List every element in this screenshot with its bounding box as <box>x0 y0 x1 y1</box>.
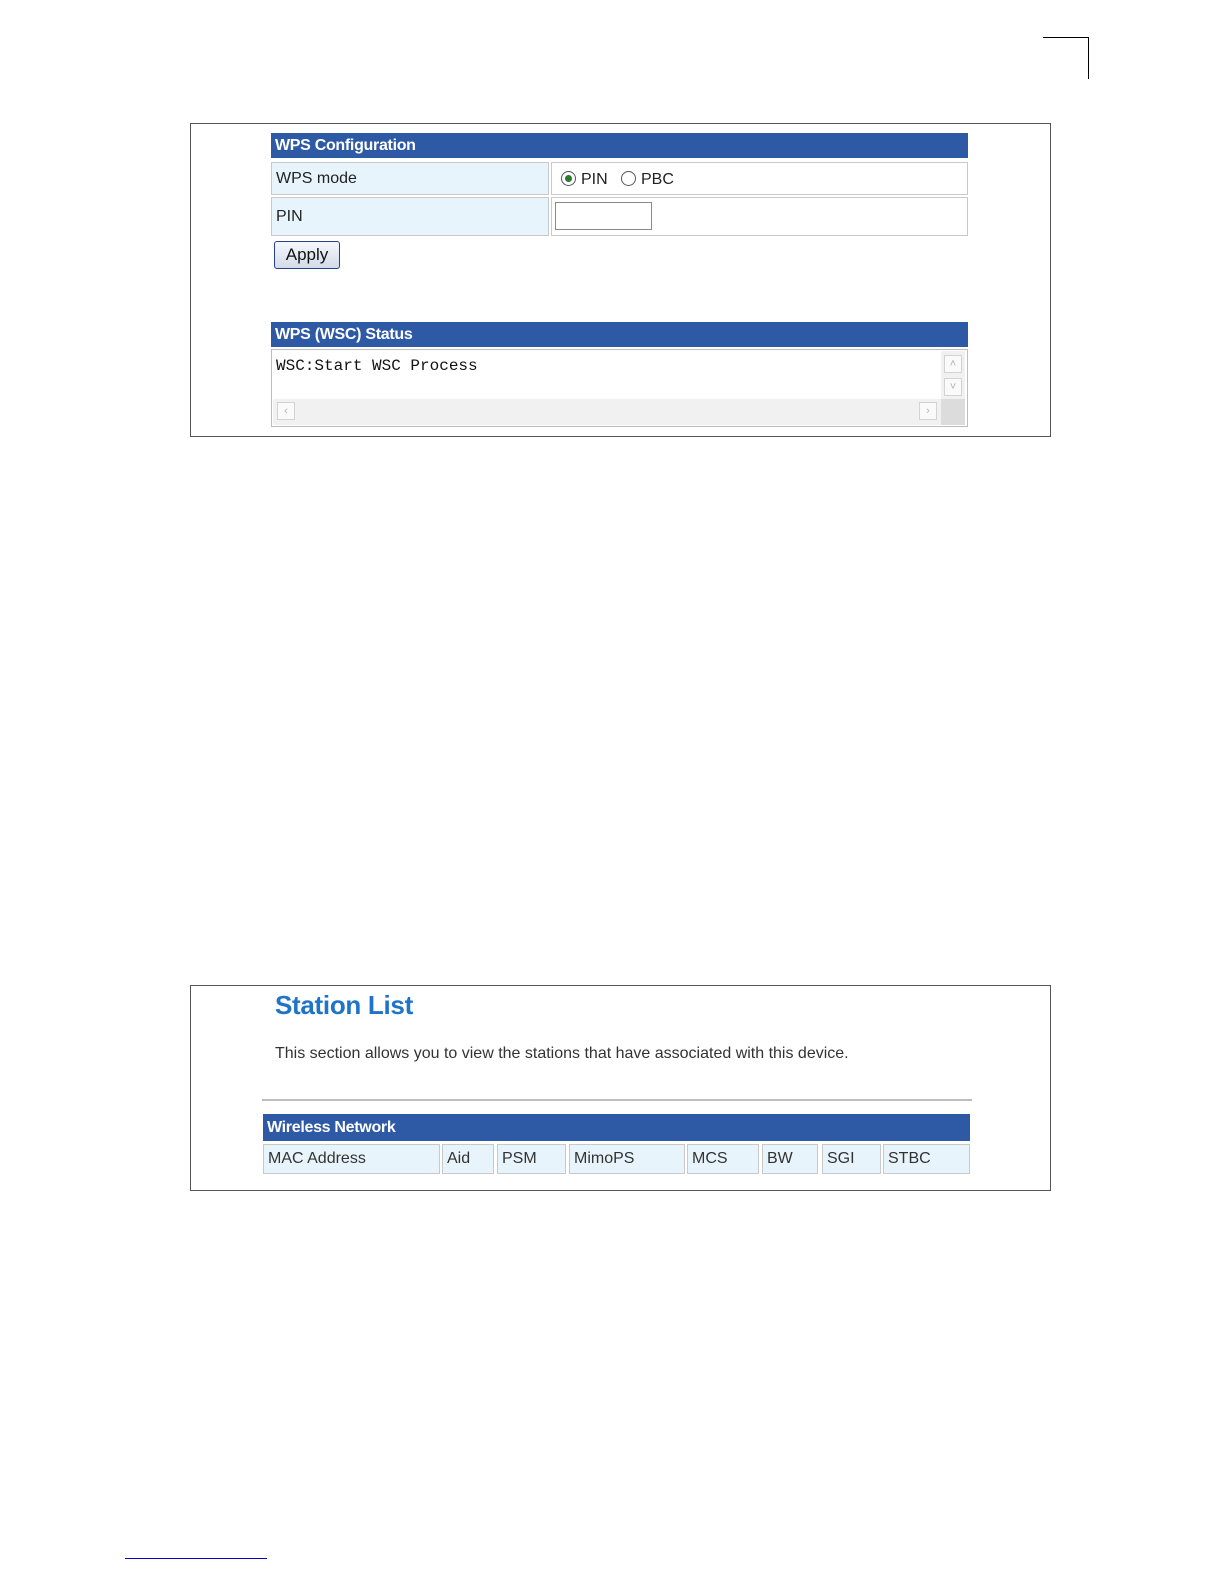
pin-input[interactable] <box>555 202 652 230</box>
section-divider <box>262 1099 972 1101</box>
radio-selected-dot <box>565 175 572 182</box>
column-mcs: MCS <box>687 1144 759 1174</box>
wps-mode-pbc-radio[interactable] <box>621 171 636 186</box>
pin-label: PIN <box>271 197 549 236</box>
wps-mode-pbc-label[interactable]: PBC <box>641 171 674 188</box>
footer-rule <box>125 1558 267 1559</box>
page-corner-mark-vertical <box>1088 37 1089 79</box>
column-aid: Aid <box>442 1144 494 1174</box>
chevron-up-icon[interactable]: ˄ <box>944 355 962 373</box>
chevron-down-icon[interactable]: ˅ <box>944 378 962 396</box>
wps-mode-pin-label[interactable]: PIN <box>581 171 608 188</box>
chevron-right-icon[interactable]: › <box>919 402 937 420</box>
column-stbc: STBC <box>883 1144 970 1174</box>
column-mimops: MimoPS <box>569 1144 685 1174</box>
apply-button[interactable]: Apply <box>274 241 340 269</box>
chevron-left-icon[interactable]: ‹ <box>277 402 295 420</box>
wireless-network-header: Wireless Network <box>263 1114 970 1141</box>
wps-mode-label: WPS mode <box>271 162 549 195</box>
page-description: This section allows you to view the stations that have associated with this device. <box>275 1045 849 1062</box>
wps-mode-value-cell <box>551 162 968 195</box>
page-title: Station List <box>275 990 413 1020</box>
column-mac-address: MAC Address <box>263 1144 440 1174</box>
page-corner-mark-horizontal <box>1043 37 1089 38</box>
wps-configuration-header: WPS Configuration <box>271 133 968 158</box>
scrollbar-corner <box>941 399 965 425</box>
column-psm: PSM <box>497 1144 566 1174</box>
wps-status-text: WSC:Start WSC Process <box>276 357 478 375</box>
status-horizontal-scrollbar[interactable] <box>273 399 941 425</box>
wps-mode-pin-radio[interactable] <box>561 171 576 186</box>
column-sgi: SGI <box>822 1144 881 1174</box>
column-bw: BW <box>762 1144 818 1174</box>
wps-status-header: WPS (WSC) Status <box>271 322 968 347</box>
